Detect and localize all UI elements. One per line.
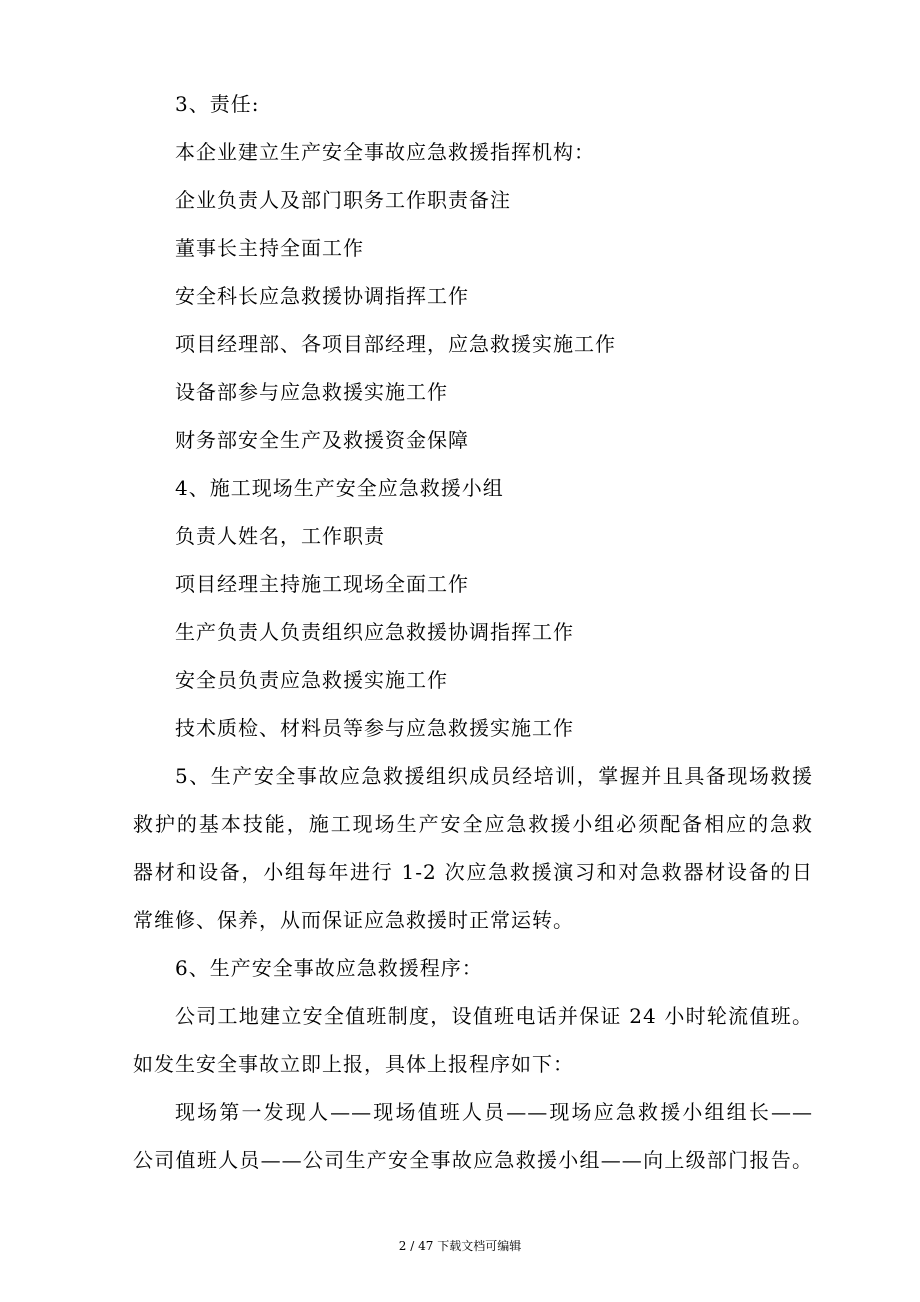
paragraph-line: 财务部安全生产及救援资金保障 (175, 428, 469, 452)
paragraph-line: 设备部参与应急救援实施工作 (175, 380, 448, 404)
paragraph-line: 生产负责人负责组织应急救援协调指挥工作 (175, 620, 574, 644)
paragraph-line: 董事长主持全面工作 (175, 236, 364, 260)
paragraph-line: 安全员负责应急救援实施工作 (175, 668, 448, 692)
paragraph-line: 5、生产安全事故应急救援组织成员经培训，掌握并且具备现场救援 (175, 764, 813, 788)
paragraph-line: 项目经理部、各项目部经理，应急救援实施工作 (175, 332, 616, 356)
document-body (133, 92, 813, 1196)
page-footer: 2 / 47 下载文档可编辑 (398, 1239, 522, 1253)
paragraph-line: 公司工地建立安全值班制度，设值班电话并保证 24 小时轮流值班。 (175, 1004, 813, 1028)
paragraph-line: 常维修、保养，从而保证应急救援时正常运转。 (133, 908, 574, 932)
paragraph-line: 安全科长应急救援协调指挥工作 (175, 284, 469, 308)
paragraph-line: 本企业建立生产安全事故应急救援指挥机构： (175, 140, 595, 164)
paragraph-line: 企业负责人及部门职务工作职责备注 (175, 188, 511, 212)
section-heading-rescue-procedure: 6、生产安全事故应急救援程序： (175, 956, 483, 980)
paragraph-line: 项目经理主持施工现场全面工作 (175, 572, 469, 596)
paragraph-line: 技术质检、材料员等参与应急救援实施工作 (175, 716, 574, 740)
section-heading-responsibility: 3、责任: (175, 92, 260, 116)
paragraph-line: 如发生安全事故立即上报，具体上报程序如下： (133, 1052, 574, 1076)
section-heading-rescue-team: 4、施工现场生产安全应急救援小组 (175, 476, 504, 500)
paragraph-line: 救护的基本技能，施工现场生产安全应急救援小组必须配备相应的急救 (133, 812, 813, 836)
paragraph-line: 负责人姓名，工作职责 (175, 524, 385, 548)
paragraph-line: 器材和设备，小组每年进行 1-2 次应急救援演习和对急救器材设备的日 (133, 860, 813, 884)
paragraph-line: 现场第一发现人——现场值班人员——现场应急救援小组组长—— (175, 1100, 813, 1124)
paragraph-line: 公司值班人员——公司生产安全事故应急救援小组——向上级部门报告。 (133, 1148, 813, 1172)
